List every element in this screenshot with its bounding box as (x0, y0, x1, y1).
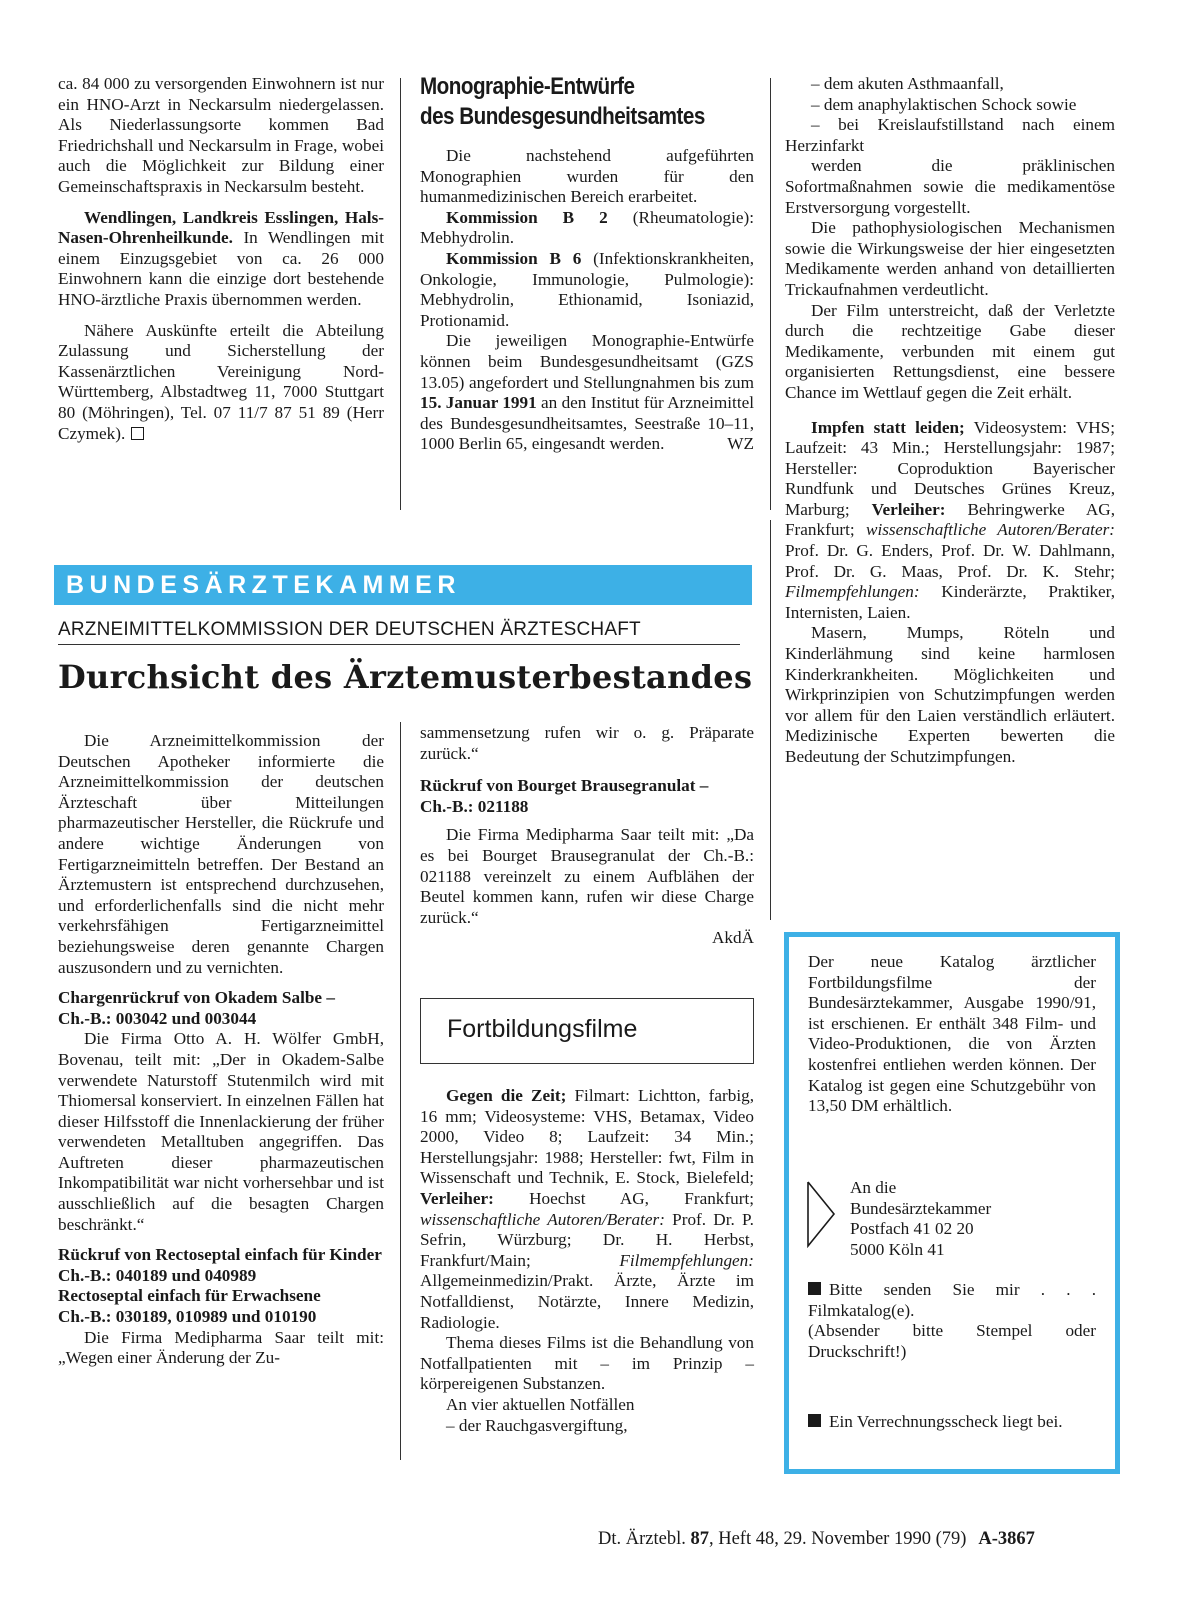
heading-line: Ch.-B.: 030189, 010989 und 010190 (58, 1307, 317, 1327)
paragraph: Die Arzneimittelkommission der Deutschen Apotheker informierte die Arzneimittelkommission der deutschen Ärzteschaft über Mitteilungen pharmazeutischer Hersteller, die Rückrufe und andere wichtige Änderungen von Fertigarzneimitteln betreffen. Der Bestand an Ärztemustern ist entsprechend durchzusehen, und erforderlichenfalls sind die nicht mehr verkehrsfähigen Fertigarzneimittel beziehungsweise deren genannte Chargen auszusondern und zu vernichten. (58, 731, 384, 977)
paragraph-heading: Kommission B 2 (446, 207, 608, 227)
deadline: 15. Januar 1991 (420, 393, 537, 413)
kicker: ARZNEIMITTELKOMMISSION DER DEUTSCHEN ÄRZTESCHAFT (58, 619, 740, 645)
end-mark-icon (131, 427, 144, 440)
issue-date: , Heft 48, 29. November 1990 (79) (708, 1529, 967, 1549)
label: Filmempfehlungen: (785, 582, 920, 602)
checkbox-square-icon[interactable] (808, 1414, 821, 1427)
paragraph: Der neue Katalog ärztlicher Fortbildungsfilme der Bundesärztekammer, Ausgabe 1990/91, ist erschienen. Er enthält 348 Film- und Video-Produktionen, die von Ärzten kostenfrei entliehen werden können. Der Katalog ist gegen eine Schutzgebühr von 13,50 DM erhältlich. (808, 952, 1096, 1116)
section-banner (54, 565, 752, 605)
paragraph: Die nachstehend aufgeführten Monographien wurden für den humanmedizinischen Bereich erarbeitet. (420, 146, 754, 207)
film-title: Impfen statt leiden; (811, 417, 965, 437)
heading-line: Ch.-B.: 021188 (420, 796, 529, 816)
box-title: Fortbildungsfilme (447, 1015, 638, 1043)
heading-line: Rückruf von Bourget Brausegranulat – (420, 776, 709, 796)
label: Verleiher: (420, 1188, 494, 1208)
order-option-2[interactable] (808, 1412, 1096, 1433)
option-label: Bitte senden Sie mir . . . Filmkatalog(e). (808, 1280, 1096, 1320)
paragraph-heading: Kommission B 6 (446, 248, 582, 268)
recall-heading (58, 988, 384, 1029)
signature: AkdÄ (711, 928, 754, 948)
arrow-icon (806, 1180, 836, 1248)
paragraph-text: an den Institut für Arzneimittel des Bundesgesundheitsamtes, Seestraße 10–11, 1000 Berlin 65, eingesandt werden. (420, 393, 754, 454)
paragraph: Masern, Mumps, Röteln und Kinderlähmung sind keine harmlosen Kinderkrankheiten. Möglichkeiten und Wirkprinzipien von Schutzimpfungen werden vor allem für den Laien verständlich erläutert. Medizinische Experten bewerten die Bedeutung der Schutzimpfungen. (785, 623, 1115, 766)
recall-heading (58, 1245, 384, 1327)
article-headline: Durchsicht des Ärztemusterbestandes (58, 658, 753, 696)
option-line (808, 1280, 1096, 1321)
journal-name: Dt. Ärztebl. (598, 1529, 691, 1549)
col1-top-text (58, 74, 384, 444)
heading-line: Ch.-B.: 040189 und 040989 (58, 1265, 257, 1285)
paragraph: Der Film unterstreicht, daß der Verletzte durch die rechtzeitige Gabe dieser Medikamente, verbunden mit einem gut organisierten Rettungsdienst, eine bessere Chance im Wettlauf gegen die Zeit erhält. (785, 300, 1115, 402)
column-rule (770, 520, 771, 920)
catalog-intro (808, 952, 1096, 1117)
option-note: (Absender bitte Stempel oder Druckschrift!) (808, 1321, 1096, 1361)
paragraph: – der Rauchgasvergiftung, (446, 1415, 628, 1435)
banner-label: BUNDESÄRZTEKAMMER (66, 571, 461, 599)
paragraph-text: (Rheumatologie): Mebhydrolin. (420, 207, 754, 248)
film-title: Gegen die Zeit; (446, 1086, 567, 1105)
volume: 87 (690, 1529, 709, 1549)
film-listing-col2 (420, 1086, 754, 1436)
list-line: – dem anaphylaktischen Schock sowie (811, 94, 1077, 114)
paragraph: Thema dieses Films ist die Behandlung von Notfallpatienten mit – im Prinzip – körpereigenen Substanzen. (420, 1333, 754, 1394)
title-line: Monographie-Entwürfe (420, 73, 635, 100)
paragraph: Die Firma Otto A. H. Wölfer GmbH, Bovenau, teilt mit: „Der in Okadem-Salbe verwendete Naturstoff Stutenmilch wird mit Thiomersal konserviert. In einzelnen Fällen hat dieser Hilfsstoff die Innenlackierung der früher verwendeten Metalltuben angegriffen. Das Auftreten dieser pharmazeutischen Inkompatibilität war nicht vorhersehbar und ist ausschließlich auf die besagten Chargen beschränkt.“ (58, 1029, 384, 1234)
address-line: Bundesärztekammer (850, 1198, 992, 1218)
col2-top-text (420, 72, 754, 455)
article-col1 (58, 731, 384, 1369)
paragraph-text: In Wendlingen mit einem Einzugsgebiet von ca. 26 000 Einwohnern kann die einzige dort bestehende HNO-ärztliche Praxis übernommen werden. (58, 228, 384, 309)
section-title (420, 72, 707, 132)
checkbox-square-icon[interactable] (808, 1282, 821, 1295)
heading-line: Ch.-B.: 003042 und 003044 (58, 1008, 257, 1028)
recall-heading (420, 776, 754, 817)
paragraph (58, 208, 384, 311)
order-option-1[interactable] (808, 1280, 1096, 1362)
film-entry (785, 418, 1115, 624)
address-line: 5000 Köln 41 (850, 1239, 945, 1259)
paragraph-text: Nähere Auskünfte erteilt die Abteilung Zulassung und Sicherstellung der Kassenärztlichen Vereinigung Nord-Württemberg, Albstadtweg 11, 7000 Stuttgart 80 (Möhringen), Tel. 07 11/7 87 51 89 (Herr Czymek). (58, 320, 384, 443)
column-rule (400, 78, 401, 510)
film-text: Prof. Dr. P. Sefrin, Würzburg; Dr. H. Herbst, Frankfurt/Main; (420, 1209, 754, 1270)
film-text: Videosystem: VHS; Laufzeit: 43 Min.; Herstellungsjahr: 1987; Hersteller: Coproduktion Bayerischer Rundfunk und Deutsches Grünes Kreuz, Marburg; (785, 417, 1115, 519)
label: Filmempfehlungen: (619, 1250, 754, 1270)
paragraph (58, 321, 384, 445)
paragraph: An vier aktuellen Notfällen (446, 1394, 635, 1414)
paragraph: Die Firma Medipharma Saar teilt mit: „Da es bei Bourget Brausegranulat der Ch.-B.: 021188 vereinzelt zu einem Aufblähen der Beutel kommen kann, rufen wir diese Charge zurück.“ (420, 825, 754, 927)
film-entry (420, 1086, 754, 1333)
label: Verleiher: (871, 499, 946, 519)
film-text: Hoechst AG, Frankfurt; (493, 1188, 754, 1208)
paragraph (420, 208, 754, 249)
paragraph: Die Firma Medipharma Saar teilt mit: „Wegen einer Änderung der Zu- (58, 1327, 384, 1368)
page-number: A-3867 (978, 1529, 1035, 1549)
article-col2 (420, 723, 754, 949)
option-label: Ein Verrechnungsscheck liegt bei. (829, 1412, 1063, 1431)
fortbildungsfilme-box (420, 998, 754, 1064)
film-text: Allgemeinmedizin/Prakt. Ärzte, Ärzte im Notfalldienst, Notärzte, Innere Medizin, Radiologie. (420, 1271, 754, 1332)
paragraph-heading: Wendlingen, Landkreis Esslingen, Hals-Nasen-Ohrenheilkunde. (58, 207, 384, 248)
page-footer (598, 1529, 1128, 1550)
label: wissenschaftliche Autoren/Berater: (420, 1209, 665, 1229)
heading-line: Rückruf von Rectoseptal einfach für Kinder (58, 1245, 382, 1265)
label: wissenschaftliche Autoren/Berater: (865, 520, 1115, 540)
col3-text (785, 74, 1115, 768)
paragraph: Die pathophysiologischen Mechanismen sowie die Wirkungsweise der hier eingesetzten Medikamente werden anhand von detaillierten Trickaufnahmen verdeutlicht. (785, 218, 1115, 299)
film-text: Behringwerke AG, Frankfurt; (785, 499, 1115, 540)
film-text: Prof. Dr. G. Enders, Prof. Dr. W. Dahlmann, Prof. Dr. G. Maas, Prof. Dr. K. Stehr; (785, 541, 1115, 581)
paragraph-text: Die jeweiligen Monographie-Entwürfe können beim Bundesgesundheitsamt (GZS 13.05) angefordert und Stellungnahmen bis zum (420, 331, 754, 392)
column-rule (400, 722, 401, 1460)
signature: WZ (727, 434, 754, 454)
title-line: des Bundesgesundheitsamtes (420, 103, 705, 130)
film-text: Kinderärzte, Praktiker, Internisten, Laien. (785, 582, 1115, 622)
paragraph: werden die präklinischen Sofortmaßnahmen sowie die medikamentöse Erstversorgung vorgestellt. (785, 156, 1115, 217)
paragraph-text: (Infektionskrankheiten, Onkologie, Immunologie, Pulmologie): Mebhydrolin, Ethionamid, Isoniazid, Protionamid. (420, 248, 754, 330)
heading-line: Chargenrückruf von Okadem Salbe – (58, 988, 335, 1008)
paragraph: sammensetzung rufen wir o. g. Präparate zurück.“ (420, 723, 754, 763)
address-block (850, 1178, 1090, 1260)
list-line: – bei Kreislaufstillstand nach einem Herzinfarkt (785, 115, 1115, 155)
option-line (808, 1412, 1096, 1433)
column-rule (770, 78, 771, 510)
address-line: An die (850, 1178, 897, 1197)
list-line: – dem akuten Asthmaanfall, (811, 74, 1004, 93)
paragraph: ca. 84 000 zu versorgenden Einwohnern ist nur ein HNO-Arzt in Neckarsulm niedergelassen. Als Niederlassungsorte kommen Bad Friedrichshall und Neckarsulm in Frage, wobei auch die Möglichkeit zur Bildung einer Gemeinschaftspraxis in Neckarsulm besteht. (58, 74, 384, 196)
heading-line: Rectoseptal einfach für Erwachsene (58, 1286, 321, 1306)
film-text: Filmart: Lichtton, farbig, 16 mm; Videosysteme: VHS, Betamax, Video 2000, Video 8; Laufzeit: 34 Min.; Herstellungsjahr: 1988; Hersteller: fwt, Film in Wissenschaft und Technik, E. Stock, Bielefeld; (420, 1086, 755, 1188)
paragraph (420, 249, 754, 331)
address-line: Postfach 41 02 20 (850, 1219, 974, 1239)
